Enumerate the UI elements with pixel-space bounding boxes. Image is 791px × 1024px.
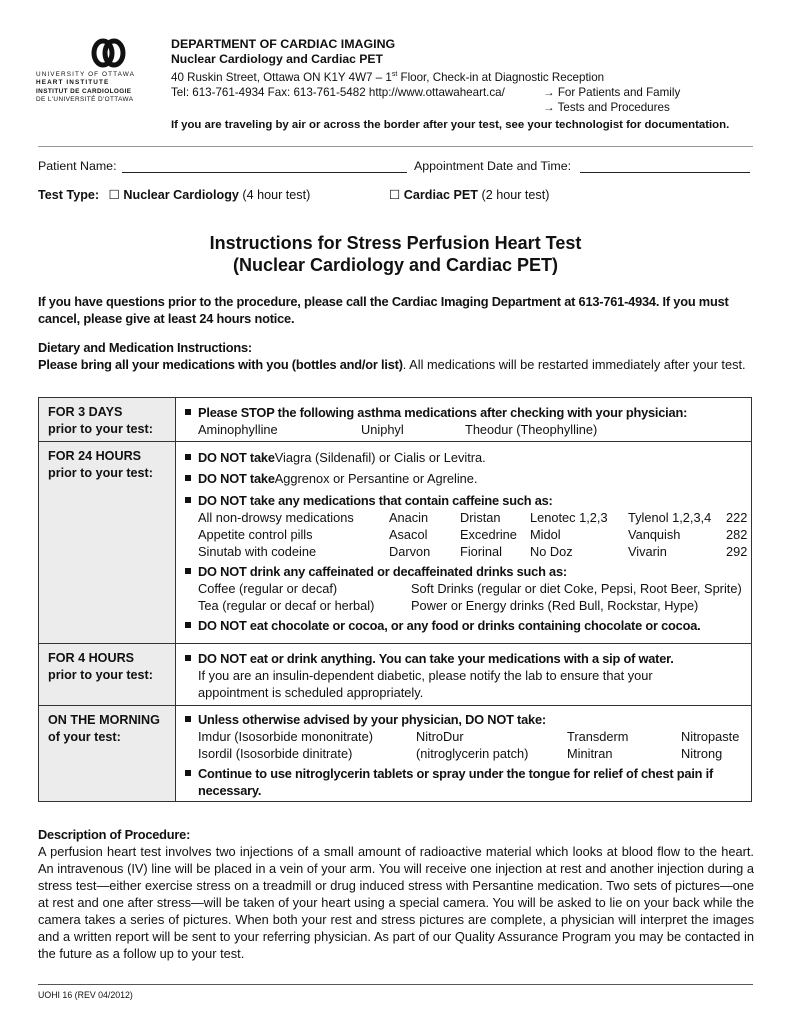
viagra-line bbox=[198, 449, 486, 466]
nuclear-cardiology-checkbox[interactable]: ☐ bbox=[108, 188, 120, 202]
caffeine-med: Dristan bbox=[460, 510, 501, 525]
med-item: Uniphyl bbox=[361, 422, 404, 437]
drink-item: Power or Energy drinks (Red Bull, Rockstar, Hype) bbox=[411, 598, 699, 613]
viagra-rest: Viagra (Sildenafil) or Cialis or Levitra. bbox=[274, 450, 486, 465]
caffeine-med: Appetite control pills bbox=[198, 527, 313, 542]
address-part: Floor, Check-in at Diagnostic Reception bbox=[397, 70, 605, 84]
address bbox=[171, 67, 771, 85]
heart-institute-logo-icon bbox=[91, 38, 127, 68]
nitrate-item: (nitroglycerin patch) bbox=[416, 746, 529, 761]
row-4-hours-content bbox=[185, 650, 674, 701]
form-number: UOHI 16 (REV 04/2012) bbox=[38, 990, 133, 1000]
procedure-description bbox=[38, 826, 754, 962]
bullet-icon bbox=[185, 409, 191, 415]
aggrenox-rest: Aggrenox or Persantine or Agreline. bbox=[274, 471, 478, 486]
diabetic-note: If you are an insulin-dependent diabetic, please notify the lab to ensure that your bbox=[198, 668, 653, 683]
row-label-line: prior to your test: bbox=[48, 668, 153, 682]
bullet-icon bbox=[185, 454, 191, 460]
dietary-bold: Please bring all your medications with you (bottles and/or list) bbox=[38, 357, 403, 372]
caffeine-med: 282 bbox=[726, 527, 748, 542]
chocolate-line: DO NOT eat chocolate or cocoa, or any food or drinks containing chocolate or cocoa. bbox=[198, 618, 701, 633]
department-title: DEPARTMENT OF CARDIAC IMAGING bbox=[171, 37, 396, 51]
appointment-label: Appointment Date and Time: bbox=[414, 159, 572, 173]
logo-line: UNIVERSITY OF OTTAWA bbox=[36, 71, 136, 78]
bullet-icon bbox=[185, 497, 191, 503]
test-type-row bbox=[38, 187, 310, 202]
test-type-pet bbox=[389, 187, 549, 202]
row-label-line: prior to your test: bbox=[48, 422, 153, 436]
instructions-table bbox=[38, 397, 752, 802]
do-not-take: DO NOT take bbox=[198, 450, 275, 465]
header-block bbox=[171, 37, 771, 132]
bullet-icon bbox=[185, 622, 191, 628]
caffeine-med: Lenotec 1,2,3 bbox=[530, 510, 608, 525]
bullet-icon bbox=[185, 655, 191, 661]
travel-warning: If you are traveling by air or across the border after your test, see your technologist for documentation. bbox=[171, 118, 730, 131]
address-part: 40 Ruskin Street, Ottawa ON K1Y 4W7 – 1 bbox=[171, 70, 392, 84]
caffeine-med: Asacol bbox=[389, 527, 428, 542]
row-label-line: ON THE MORNING bbox=[48, 713, 160, 727]
logo-line: INSTITUT DE CARDIOLOGIE bbox=[36, 88, 132, 96]
cardiac-pet-checkbox[interactable]: ☐ bbox=[389, 188, 401, 202]
logo-line: HEART INSTITUTE bbox=[36, 78, 110, 86]
caffeine-med: All non-drowsy medications bbox=[198, 510, 354, 525]
caffeine-meds-heading: DO NOT take any medications that contain caffeine such as: bbox=[198, 493, 553, 508]
nitrate-item: Minitran bbox=[567, 746, 613, 761]
row-24-hours-content bbox=[185, 449, 748, 634]
dietary-section bbox=[38, 339, 754, 373]
logo-line: DE L'UNIVERSITÉ D'OTTAWA bbox=[36, 95, 134, 103]
intro-paragraph: If you have questions prior to the procedure, please call the Cardiac Imaging Department at 613-761-4934. If you must cancel, please give at least 24 hours notice. bbox=[38, 294, 729, 326]
drink-item: Soft Drinks (regular or diet Coke, Pepsi, Root Beer, Sprite) bbox=[411, 581, 742, 596]
header-divider bbox=[38, 146, 753, 147]
drinks-heading: DO NOT drink any caffeinated or decaffeinated drinks such as: bbox=[198, 564, 567, 579]
tests-procedures-link[interactable]: → Tests and Procedures bbox=[543, 100, 670, 114]
nitrate-item: Isordil (Isosorbide dinitrate) bbox=[198, 746, 353, 761]
bullet-icon bbox=[185, 475, 191, 481]
caffeine-med: 222 bbox=[726, 510, 748, 525]
footer-divider bbox=[38, 984, 753, 985]
morning-heading: Unless otherwise advised by your physician, DO NOT take: bbox=[198, 712, 546, 727]
caffeine-med: Excedrine bbox=[460, 527, 517, 542]
nitrate-item: NitroDur bbox=[416, 729, 464, 744]
bullet-icon bbox=[185, 568, 191, 574]
department-subtitle: Nuclear Cardiology and Cardiac PET bbox=[171, 52, 383, 66]
caffeine-med: No Doz bbox=[530, 544, 573, 559]
fasting-heading: DO NOT eat or drink anything. You can take your medications with a sip of water. bbox=[198, 651, 674, 666]
title-line-2: (Nuclear Cardiology and Cardiac PET) bbox=[232, 255, 559, 275]
row-label-line: of your test: bbox=[48, 730, 121, 744]
row-label-3-days bbox=[39, 398, 176, 441]
bullet-icon bbox=[185, 716, 191, 722]
nitrate-item: Transderm bbox=[567, 729, 629, 744]
med-item: Theodur (Theophylline) bbox=[465, 422, 598, 437]
drink-item: Coffee (regular or decaf) bbox=[198, 581, 338, 596]
address-superscript: st bbox=[391, 71, 398, 78]
title-line-1: Instructions for Stress Perfusion Heart Test bbox=[209, 233, 582, 253]
row-label-line: FOR 24 HOURS bbox=[48, 449, 142, 463]
row-3-days-content bbox=[185, 404, 688, 438]
cardiac-pet-duration: (2 hour test) bbox=[481, 188, 550, 202]
caffeine-med: Vivarin bbox=[628, 544, 667, 559]
dietary-heading: Dietary and Medication Instructions: bbox=[38, 340, 252, 355]
asthma-heading: Please STOP the following asthma medications after checking with your physician: bbox=[198, 405, 688, 420]
row-label-line: FOR 3 DAYS bbox=[48, 405, 123, 419]
bullet-icon bbox=[185, 770, 191, 776]
nuclear-cardiology-duration: (4 hour test) bbox=[242, 188, 311, 202]
caffeine-med: 292 bbox=[726, 544, 748, 559]
dietary-rest: . All medications will be restarted immediately after your test. bbox=[402, 357, 746, 372]
row-label-line: prior to your test: bbox=[48, 466, 153, 480]
nitrate-item: Nitropaste bbox=[681, 729, 740, 744]
appointment-field[interactable] bbox=[580, 172, 750, 173]
row-label-4-hours bbox=[39, 644, 176, 705]
cardiac-pet-option: Cardiac PET bbox=[403, 188, 478, 202]
document-title bbox=[0, 232, 791, 276]
drink-item: Tea (regular or decaf or herbal) bbox=[198, 598, 375, 613]
description-body: A perfusion heart test involves two injections of a small amount of radioactive material which looks at blood flow to the heart. An intravenous (IV) line will be placed in a vein of your arm. You will receive one injection at rest and another injection during a stress test—either exercise stress on a treadmill or drug induced stress with Persantine medication. Two sets of pictures—one at rest and one after stress—will be taken of your heart using a special camera. You will be asked to lie on your back while the camera takes a series of pictures. When both your rest and stress pictures are complete, a physician will interpret the images and a written report will be sent to your referring physician. As part of our Quality Assurance Program you may be contacted in the future as a follow up to your test. bbox=[38, 844, 754, 961]
patient-name-label: Patient Name: bbox=[38, 159, 117, 173]
row-morning-content bbox=[185, 711, 745, 799]
patients-family-link[interactable]: → For Patients and Family bbox=[543, 85, 681, 99]
caffeine-med: Midol bbox=[530, 527, 561, 542]
caffeine-med: Anacin bbox=[389, 510, 429, 525]
patient-name-field[interactable] bbox=[122, 172, 407, 173]
row-label-24-hours bbox=[39, 442, 176, 643]
description-heading: Description of Procedure: bbox=[38, 827, 191, 842]
test-type-label: Test Type: bbox=[38, 188, 100, 202]
do-not-take: DO NOT take bbox=[198, 471, 275, 486]
nuclear-cardiology-option: Nuclear Cardiology bbox=[123, 188, 239, 202]
diabetic-note: appointment is scheduled appropriately. bbox=[198, 685, 424, 700]
row-label-morning bbox=[39, 706, 176, 801]
nitrate-item: Nitrong bbox=[681, 746, 723, 761]
nitrate-item: Imdur (Isosorbide mononitrate) bbox=[198, 729, 373, 744]
caffeine-med: Fiorinal bbox=[460, 544, 502, 559]
caffeine-med: Vanquish bbox=[628, 527, 681, 542]
caffeine-med: Darvon bbox=[389, 544, 431, 559]
row-label-line: FOR 4 HOURS bbox=[48, 651, 135, 665]
caffeine-med: Tylenol 1,2,3,4 bbox=[628, 510, 712, 525]
aggrenox-line bbox=[198, 470, 478, 487]
caffeine-med: Sinutab with codeine bbox=[198, 544, 317, 559]
med-item: Aminophylline bbox=[198, 422, 278, 437]
nitroglycerin-note: Continue to use nitroglycerin tablets or spray under the tongue for relief of chest pain if bbox=[198, 766, 714, 781]
contact-line: Tel: 613-761-4934 Fax: 613-761-5482 http://www.ottawaheart.ca/ bbox=[171, 85, 505, 99]
nitroglycerin-note: necessary. bbox=[198, 783, 262, 798]
institute-logo bbox=[36, 38, 156, 103]
